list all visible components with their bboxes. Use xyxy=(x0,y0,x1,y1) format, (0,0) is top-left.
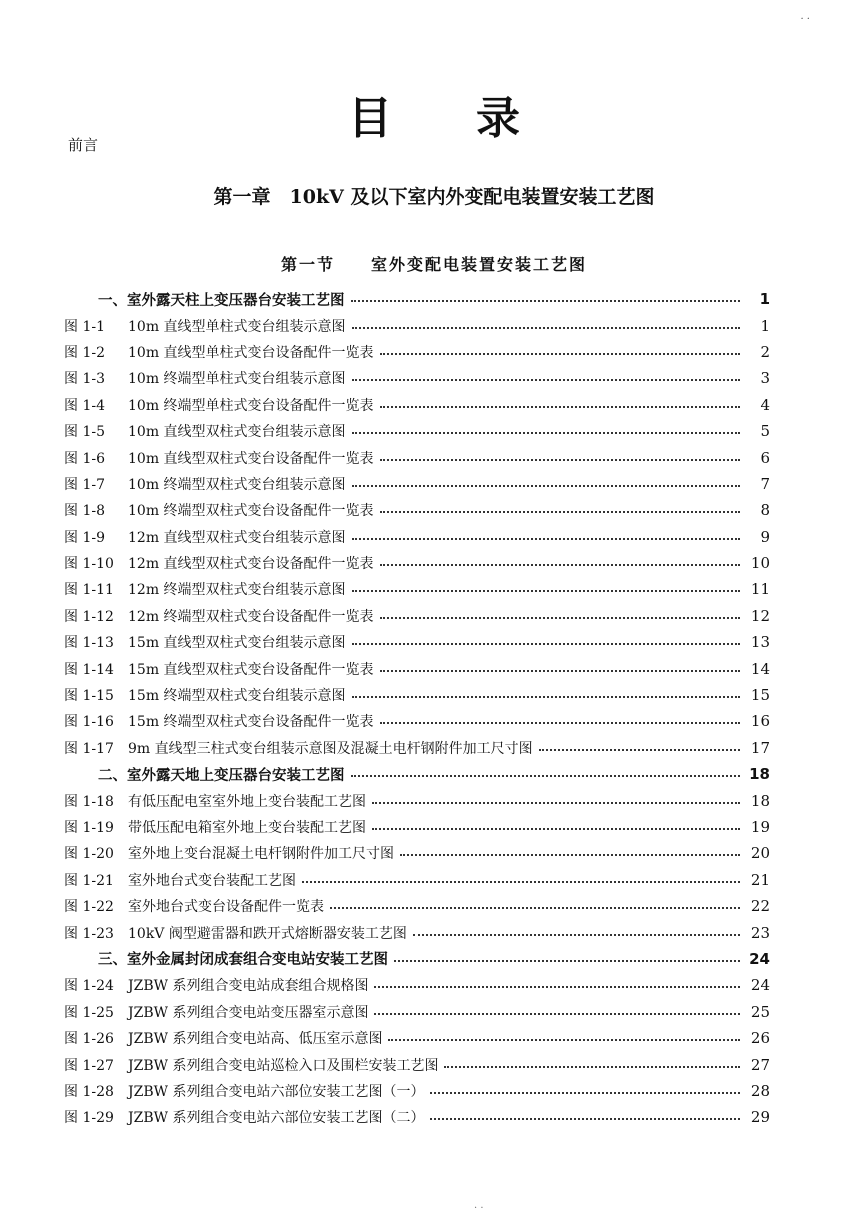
toc-entry-label xyxy=(64,421,346,441)
page-number: 11 xyxy=(750,580,770,599)
figure-number: 图 1-2 xyxy=(64,344,105,361)
toc-entry[interactable] xyxy=(64,1104,770,1130)
figure-number: 图 1-24 xyxy=(64,978,114,995)
page-number: 18 xyxy=(749,765,770,784)
toc-entry[interactable] xyxy=(64,339,770,365)
toc-entry-label xyxy=(64,685,346,705)
toc-entry[interactable] xyxy=(64,497,770,523)
entry-title: 带低压配电箱室外地上变台装配工艺图 xyxy=(128,820,366,836)
dot-leader xyxy=(352,379,740,381)
toc-entry[interactable] xyxy=(64,603,770,629)
toc-entry-label xyxy=(64,975,368,995)
figure-number: 图 1-29 xyxy=(64,1110,114,1127)
dot-leader xyxy=(330,907,740,909)
page-number: 25 xyxy=(750,1002,770,1021)
figure-number: 图 1-15 xyxy=(64,688,114,705)
entry-title: 室外地上变台混凝土电杆钢附件加工尺寸图 xyxy=(128,846,394,863)
dot-leader xyxy=(302,881,740,883)
figure-number: 图 1-7 xyxy=(64,476,105,493)
toc-entry[interactable] xyxy=(64,735,770,761)
entry-title: 9m 直线型三柱式变台组装示意图及混凝土电杆钢附件加工尺寸图 xyxy=(128,740,533,757)
dot-leader xyxy=(430,1118,740,1120)
toc-entry-label xyxy=(64,1055,438,1075)
dot-leader xyxy=(380,670,740,672)
entry-title: 一、室外露天柱上变压器台安装工艺图 xyxy=(98,292,345,309)
corner-mark: · · xyxy=(800,14,810,25)
toc-entry-label xyxy=(64,1028,382,1048)
page-number: 26 xyxy=(750,1029,770,1048)
dot-leader xyxy=(352,696,740,698)
toc-heading[interactable] xyxy=(64,946,770,972)
figure-number: 图 1-9 xyxy=(64,529,105,546)
entry-title: 10m 直线型单柱式变台组装示意图 xyxy=(128,318,346,335)
page-number: 20 xyxy=(750,844,770,863)
entry-title: JZBW 系列组合变电站六部位安装工艺图（一） xyxy=(128,1083,425,1100)
entry-title: JZBW 系列组合变电站六部位安装工艺图（二） xyxy=(128,1110,425,1127)
bottom-mark: · · xyxy=(474,1203,484,1214)
section-label: 第一节 xyxy=(280,255,335,274)
dot-leader xyxy=(430,1092,740,1094)
entry-title: 10m 终端型单柱式变台设备配件一览表 xyxy=(128,397,374,414)
dot-leader xyxy=(374,1013,740,1015)
entry-title: 12m 直线型双柱式变台设备配件一览表 xyxy=(128,556,374,573)
dot-leader xyxy=(444,1066,740,1068)
toc-entry[interactable] xyxy=(64,999,770,1025)
toc-entry-label xyxy=(98,764,345,785)
dot-leader xyxy=(351,775,741,777)
figure-number: 图 1-1 xyxy=(64,318,105,335)
figure-number: 图 1-11 xyxy=(64,582,114,599)
dot-leader xyxy=(380,617,740,619)
page-number: 17 xyxy=(750,738,770,757)
toc-entry[interactable] xyxy=(64,867,770,893)
section-title: 室外变配电装置安装工艺图 xyxy=(371,255,588,274)
page-number: 1 xyxy=(760,316,770,335)
toc-entry[interactable] xyxy=(64,893,770,919)
toc-entry-label xyxy=(64,527,346,547)
toc-entry[interactable] xyxy=(64,444,770,470)
toc-entry-label xyxy=(64,500,374,520)
dot-leader xyxy=(380,353,740,355)
figure-number: 图 1-28 xyxy=(64,1083,114,1100)
toc-entry-label xyxy=(64,342,374,362)
toc-entry[interactable] xyxy=(64,312,770,338)
page-number: 8 xyxy=(760,501,770,520)
entry-title: 10m 终端型单柱式变台组装示意图 xyxy=(128,371,346,388)
entry-title: 10m 终端型双柱式变台组装示意图 xyxy=(128,476,346,493)
toc-entry-label xyxy=(64,659,374,679)
toc-entry[interactable] xyxy=(64,1025,770,1051)
entry-title: 室外地台式变台装配工艺图 xyxy=(128,872,296,889)
entry-title: 10m 直线型双柱式变台组装示意图 xyxy=(128,424,346,441)
dot-leader xyxy=(352,485,740,487)
toc-entry[interactable] xyxy=(64,471,770,497)
entry-title: 10m 直线型单柱式变台设备配件一览表 xyxy=(128,344,374,361)
entry-title: JZBW 系列组合变电站巡检入口及围栏安装工艺图 xyxy=(128,1057,439,1074)
page-number: 5 xyxy=(760,422,770,441)
dot-leader xyxy=(380,722,740,724)
toc-entry-label xyxy=(64,738,533,758)
dot-leader xyxy=(372,828,740,830)
entry-title: 12m 终端型双柱式变台组装示意图 xyxy=(128,582,346,599)
entry-title: 12m 终端型双柱式变台设备配件一览表 xyxy=(128,608,374,625)
figure-number: 图 1-26 xyxy=(64,1031,114,1048)
entry-title: 15m 直线型双柱式变台设备配件一览表 xyxy=(128,661,374,678)
toc-entry[interactable] xyxy=(64,972,770,998)
entry-title: 10m 直线型双柱式变台设备配件一览表 xyxy=(128,450,374,467)
page-number: 12 xyxy=(750,606,770,625)
page-number: 7 xyxy=(760,474,770,493)
dot-leader xyxy=(372,802,740,804)
toc-entry-label xyxy=(64,1107,424,1127)
figure-number: 图 1-3 xyxy=(64,371,105,388)
entry-title: JZBW 系列组合变电站变压器室示意图 xyxy=(128,1004,369,1021)
toc-entry-label xyxy=(64,1081,424,1101)
toc-entry-label xyxy=(64,316,346,336)
toc-entry[interactable] xyxy=(64,576,770,602)
dot-leader xyxy=(352,327,740,329)
dot-leader xyxy=(539,749,740,751)
dot-leader xyxy=(380,459,740,461)
page-number: 1 xyxy=(759,290,770,309)
dot-leader xyxy=(374,986,740,988)
page-number: 22 xyxy=(750,897,770,916)
toc-entry-label xyxy=(64,923,407,943)
figure-number: 图 1-18 xyxy=(64,793,114,810)
toc-entry[interactable] xyxy=(64,708,770,734)
toc-entry[interactable] xyxy=(64,1078,770,1104)
page-number: 10 xyxy=(750,554,770,573)
toc-entry[interactable] xyxy=(64,787,770,813)
page-number: 15 xyxy=(750,686,770,705)
toc-entry[interactable] xyxy=(64,524,770,550)
toc-entry[interactable] xyxy=(64,418,770,444)
entry-title: 15m 直线型双柱式变台组装示意图 xyxy=(128,635,346,652)
dot-leader xyxy=(388,1039,740,1041)
toc-entry-label xyxy=(64,843,394,863)
dot-leader xyxy=(413,934,740,936)
page-number: 19 xyxy=(750,818,770,836)
page-number: 24 xyxy=(750,976,770,995)
figure-number: 图 1-4 xyxy=(64,397,105,414)
page-number: 24 xyxy=(749,949,770,968)
toc-entry-label xyxy=(64,791,366,811)
toc-entry-label xyxy=(64,896,324,916)
toc-entry-label xyxy=(64,553,374,573)
page-number: 3 xyxy=(760,369,770,388)
dot-leader xyxy=(352,538,740,540)
toc-entry-label xyxy=(64,1002,368,1022)
section-heading xyxy=(0,252,868,275)
figure-number: 图 1-5 xyxy=(64,424,105,441)
entry-title: 有低压配电室室外地上变台装配工艺图 xyxy=(128,793,366,810)
toc-heading[interactable] xyxy=(64,761,770,787)
toc-entry-label xyxy=(64,474,346,494)
toc-entry-label xyxy=(64,448,374,468)
figure-number: 图 1-19 xyxy=(64,820,114,836)
figure-number: 图 1-8 xyxy=(64,503,105,520)
figure-number: 图 1-6 xyxy=(64,450,105,467)
dot-leader xyxy=(380,511,740,513)
entry-title: JZBW 系列组合变电站成套组合规格图 xyxy=(128,978,369,995)
toc-entry[interactable] xyxy=(64,840,770,866)
dot-leader xyxy=(352,432,740,434)
toc-entry-label xyxy=(64,368,346,388)
figure-number: 图 1-27 xyxy=(64,1057,114,1074)
toc-entry-label xyxy=(64,632,346,652)
toc-entry-label xyxy=(64,711,374,731)
toc-entry-label xyxy=(64,579,346,599)
figure-number: 图 1-14 xyxy=(64,661,114,678)
page-number: 18 xyxy=(750,791,770,810)
dot-leader xyxy=(400,854,740,856)
figure-number: 图 1-25 xyxy=(64,1004,114,1021)
entry-title: 三、室外金属封闭成套组合变电站安装工艺图 xyxy=(98,952,388,969)
page-number: 27 xyxy=(750,1055,770,1074)
figure-number: 图 1-21 xyxy=(64,872,114,889)
dot-leader xyxy=(352,590,740,592)
entry-title: 10m 终端型双柱式变台设备配件一览表 xyxy=(128,503,374,520)
page-number: 4 xyxy=(760,395,770,414)
toc-entry[interactable] xyxy=(64,629,770,655)
dot-leader xyxy=(394,960,740,962)
figure-number: 图 1-13 xyxy=(64,635,114,652)
figure-number: 图 1-20 xyxy=(64,846,114,863)
page-number: 9 xyxy=(760,527,770,546)
page-number: 23 xyxy=(750,923,770,942)
figure-number: 图 1-22 xyxy=(64,899,114,916)
page-number: 13 xyxy=(750,633,770,652)
page-number: 2 xyxy=(760,342,770,361)
figure-number: 图 1-16 xyxy=(64,714,114,731)
toc-entry[interactable] xyxy=(64,392,770,418)
toc-entry[interactable] xyxy=(64,682,770,708)
toc-entry[interactable] xyxy=(64,814,770,840)
toc-entry[interactable] xyxy=(64,919,770,945)
toc-entry-label xyxy=(98,289,345,310)
page-number: 29 xyxy=(750,1108,770,1127)
page-number: 6 xyxy=(760,448,770,467)
toc-entry[interactable] xyxy=(64,550,770,576)
toc-entry[interactable] xyxy=(64,365,770,391)
toc-entry[interactable] xyxy=(64,1051,770,1077)
entry-title: 10kV 阀型避雷器和跌开式熔断器安装工艺图 xyxy=(128,925,407,942)
toc-heading[interactable] xyxy=(64,286,770,312)
entry-title: JZBW 系列组合变电站高、低压室示意图 xyxy=(128,1031,383,1048)
page-number: 21 xyxy=(750,870,770,889)
page-number: 14 xyxy=(750,659,770,678)
toc-entry-label xyxy=(64,817,366,837)
dot-leader xyxy=(380,564,740,566)
dot-leader xyxy=(380,406,740,408)
dot-leader xyxy=(351,300,741,302)
figure-number: 图 1-12 xyxy=(64,608,114,625)
toc-list xyxy=(64,286,770,1131)
toc-entry-label xyxy=(64,606,374,626)
toc-entry-label xyxy=(64,395,374,415)
preface-link[interactable]: 前言 xyxy=(68,136,99,154)
toc-entry[interactable] xyxy=(64,655,770,681)
page-title: 目录 xyxy=(348,93,604,144)
page-number: 16 xyxy=(750,712,770,731)
figure-number: 图 1-17 xyxy=(64,740,114,757)
figure-number: 图 1-23 xyxy=(64,925,114,942)
toc-entry-label xyxy=(64,870,296,890)
entry-title: 二、室外露天地上变压器台安装工艺图 xyxy=(98,767,345,784)
page-number: 28 xyxy=(750,1081,770,1100)
entry-title: 12m 直线型双柱式变台组装示意图 xyxy=(128,529,346,546)
figure-number: 图 1-10 xyxy=(64,556,114,573)
entry-title: 15m 终端型双柱式变台设备配件一览表 xyxy=(128,714,374,731)
dot-leader xyxy=(352,643,740,645)
entry-title: 15m 终端型双柱式变台组装示意图 xyxy=(128,688,346,705)
entry-title: 室外地台式变台设备配件一览表 xyxy=(128,899,324,916)
chapter-heading: 第一章 10kV 及以下室内外变配电装置安装工艺图 xyxy=(213,186,655,208)
toc-entry-label xyxy=(98,948,388,969)
